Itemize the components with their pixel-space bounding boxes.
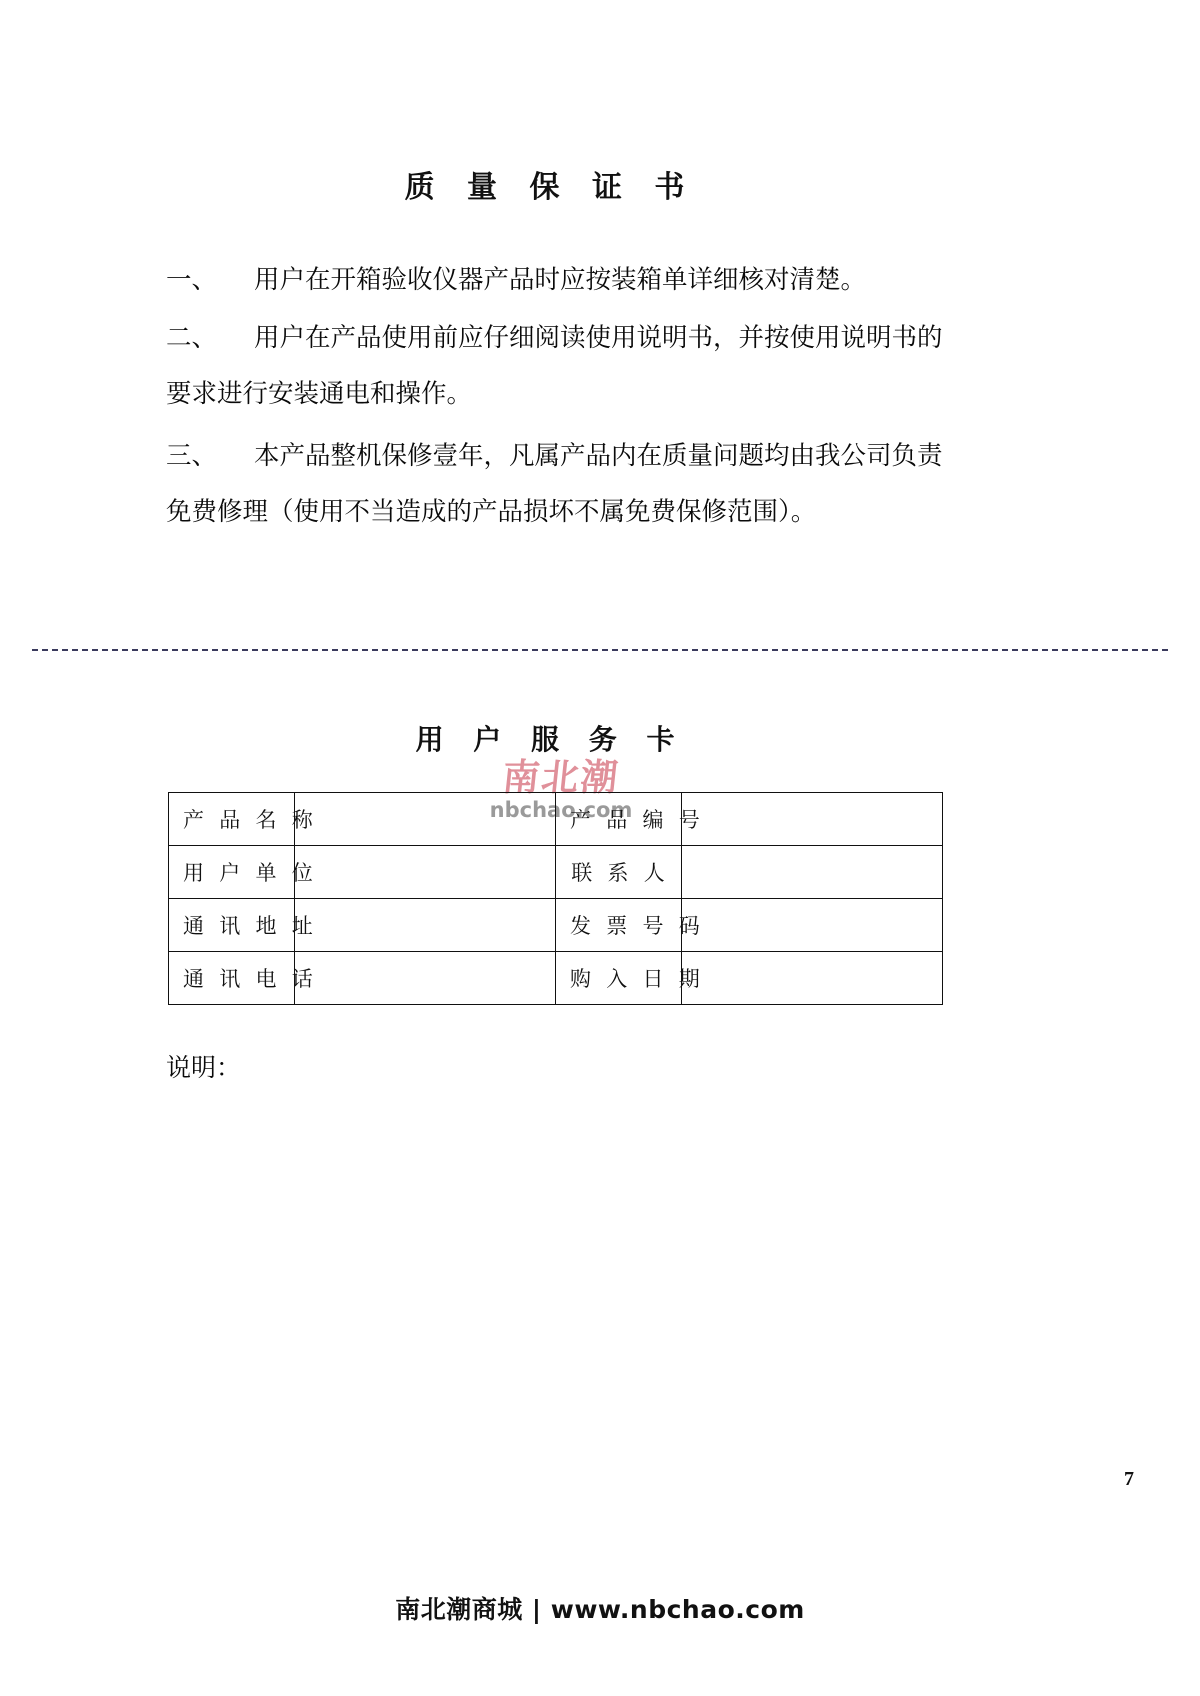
table-row — [169, 952, 943, 1005]
table-row — [169, 846, 943, 899]
clause-number-1: 一、 — [166, 265, 218, 294]
clause-text-3-continuation: 免费修理（使用不当造成的产品损坏不属免费保修范围）。 — [166, 497, 817, 526]
watermark-chinese-text: 南北潮 — [500, 756, 622, 799]
note-label: 说明： — [166, 1055, 242, 1082]
field-label-purchase-date: 购 入 日 期 — [556, 952, 682, 1005]
clause-text-2: 用户在产品使用前应仔细阅读使用说明书，并按使用说明书的 — [254, 323, 943, 352]
service-card-table — [168, 792, 943, 1005]
service-card-title: 用 户 服 务 卡 — [415, 723, 685, 756]
table-row — [169, 899, 943, 952]
clause-item-1 — [166, 252, 966, 308]
clause-text-2-continuation: 要求进行安装通电和操作。 — [166, 379, 473, 408]
field-label-invoice-number: 发 票 号 码 — [556, 899, 682, 952]
clause-number-2: 二、 — [166, 323, 218, 352]
field-value-product-name[interactable] — [295, 793, 556, 846]
field-label-mailing-address: 通 讯 地 址 — [169, 899, 295, 952]
field-label-contact-person: 联 系 人 — [556, 846, 682, 899]
clause-number-3: 三、 — [166, 441, 218, 470]
page-title: 质 量 保 证 书 — [404, 170, 696, 205]
clause-item-2 — [166, 310, 966, 366]
field-value-invoice-number[interactable] — [682, 899, 943, 952]
clause-item-3 — [166, 428, 966, 484]
field-label-user-organization: 用 户 单 位 — [169, 846, 295, 899]
field-label-product-number: 产 品 编 号 — [556, 793, 682, 846]
field-value-purchase-date[interactable] — [682, 952, 943, 1005]
field-value-contact-person[interactable] — [682, 846, 943, 899]
field-value-mailing-address[interactable] — [295, 899, 556, 952]
page-number: 7 — [1124, 1468, 1134, 1490]
clause-text-3: 本产品整机保修壹年，凡属产品内在质量问题均由我公司负责 — [254, 441, 943, 470]
dashed-separator — [32, 649, 1168, 651]
field-label-phone: 通 讯 电 话 — [169, 952, 295, 1005]
field-value-phone[interactable] — [295, 952, 556, 1005]
clause-text-1: 用户在开箱验收仪器产品时应按装箱单详细核对清楚。 — [254, 265, 867, 294]
footer-text: 南北潮商城 | www.nbchao.com — [395, 1595, 805, 1624]
table-row — [169, 793, 943, 846]
field-value-product-number[interactable] — [682, 793, 943, 846]
field-value-user-organization[interactable] — [295, 846, 556, 899]
field-label-product-name: 产 品 名 称 — [169, 793, 295, 846]
watermark-latin-text: nbchao.com — [489, 798, 633, 822]
